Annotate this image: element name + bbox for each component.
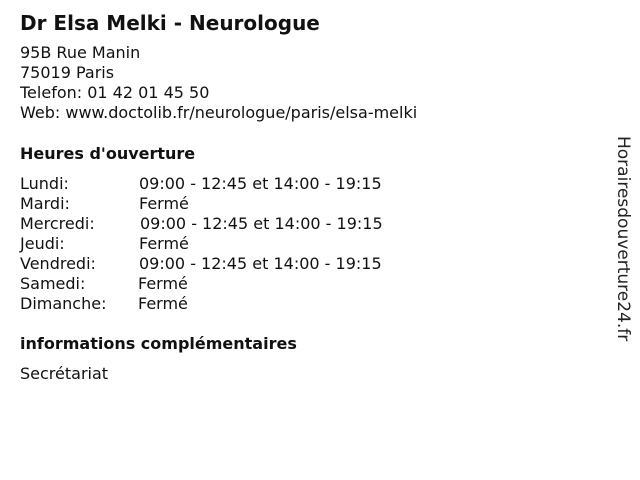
time-value: 09:00 - 12:45 et 14:00 - 19:15 bbox=[140, 214, 383, 233]
time-value: Fermé bbox=[138, 274, 188, 293]
address-street: 95B Rue Manin bbox=[20, 43, 141, 62]
day-label: Jeudi: bbox=[20, 234, 65, 253]
opening-hours-heading: Heures d'ouverture bbox=[20, 144, 196, 163]
day-label: Mardi: bbox=[20, 194, 70, 213]
day-label: Lundi: bbox=[20, 174, 69, 193]
time-value: 09:00 - 12:45 et 14:00 - 19:15 bbox=[139, 174, 382, 193]
site-watermark: Horairesdouverture24.fr bbox=[613, 136, 633, 342]
address-city: 75019 Paris bbox=[20, 63, 115, 82]
additional-info-text: Secrétariat bbox=[20, 364, 109, 383]
time-value: Fermé bbox=[139, 234, 189, 253]
day-label: Samedi: bbox=[20, 274, 86, 293]
day-label: Vendredi: bbox=[20, 254, 96, 273]
phone-number: Telefon: 01 42 01 45 50 bbox=[20, 83, 210, 102]
additional-info-heading: informations complémentaires bbox=[20, 334, 297, 353]
time-value: Fermé bbox=[138, 294, 188, 313]
day-label: Mercredi: bbox=[20, 214, 95, 233]
website-line: Web: www.doctolib.fr/neurologue/paris/elsa-melki bbox=[20, 103, 418, 122]
time-value: 09:00 - 12:45 et 14:00 - 19:15 bbox=[139, 254, 382, 273]
page-title: Dr Elsa Melki - Neurologue bbox=[20, 11, 320, 35]
address-block bbox=[20, 43, 417, 123]
day-label: Dimanche: bbox=[20, 294, 107, 313]
time-value: Fermé bbox=[139, 194, 189, 213]
